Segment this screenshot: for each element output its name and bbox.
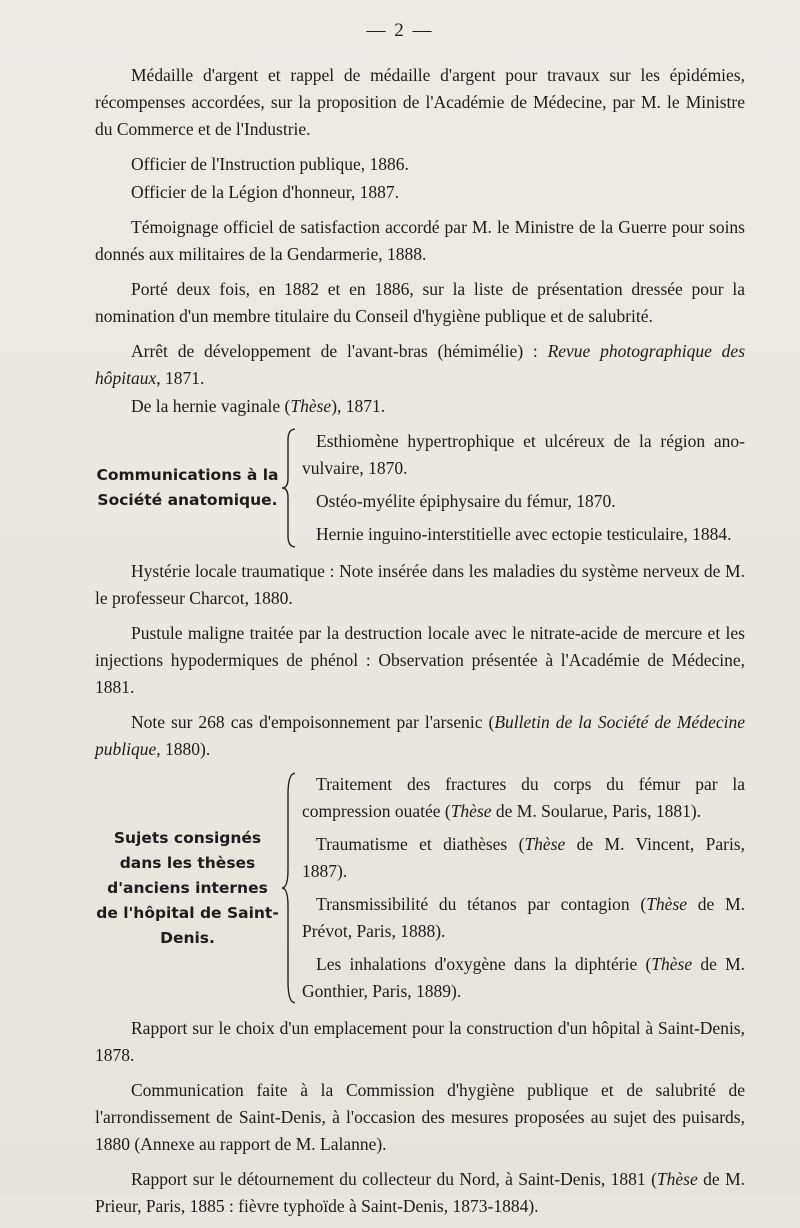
list-item: Transmissibilité du tétanos par contagion (Thèse de M. Prévot, Paris, 1888). xyxy=(302,894,746,941)
group-label: Sujets consignés dans les thèses d'anciens internes de l'hôpital de Saint-Denis. xyxy=(96,828,279,947)
group-theses xyxy=(95,771,745,1005)
page-number: — 2 — xyxy=(366,20,434,41)
paragraph-rapport-collecteur: Rapport sur le détournement du collecteur du Nord, à Saint-Denis, 1881 (Thèse de M. Prieur, Paris, 1885 : fièvre typhoïde à Saint-Denis, 1873-1884). xyxy=(95,1169,745,1216)
group-societe-anatomique xyxy=(95,428,745,548)
paragraph-hernie: De la hernie vaginale (Thèse), 1871. xyxy=(131,396,386,416)
brace-icon xyxy=(280,428,302,548)
list-item: Traumatisme et diathèses (Thèse de M. Vincent, Paris, 1887). xyxy=(302,834,745,881)
paragraph-communication: Communication faite à la Commission d'hygiène publique et de salubrité de l'arrondissement de Saint-Denis, à l'occasion des mesures proposées au sujet des puisards, 1880 (Annexe au rapport de M. Lalanne). xyxy=(95,1080,745,1154)
list-item: Hernie inguino-interstitielle avec ectopie testiculaire, 1884. xyxy=(316,524,732,544)
paragraph-officier-instruction: Officier de l'Instruction publique, 1886. xyxy=(131,154,409,174)
list-item: Traitement des fractures du corps du fémur par la compression ouatée (Thèse de M. Soularue, Paris, 1881). xyxy=(302,774,745,821)
list-item: Ostéo-myélite épiphysaire du fémur, 1870. xyxy=(316,491,616,511)
paragraph-rapport-emplacement: Rapport sur le choix d'un emplacement pour la construction d'un hôpital à Saint-Denis, 1878. xyxy=(95,1018,745,1065)
paragraph-temoignage: Témoignage officiel de satisfaction accordé par M. le Ministre de la Guerre pour soins donnés aux militaires de la Gendarmerie, 1888. xyxy=(95,217,745,264)
brace-icon xyxy=(280,771,302,1005)
paragraph-officier-legion: Officier de la Légion d'honneur, 1887. xyxy=(131,182,399,202)
group-label: Communications à la Société anatomique. xyxy=(96,466,279,509)
paragraph-note: Note sur 268 cas d'empoisonnement par l'arsenic (Bulletin de la Société de Médecine publique, 1880). xyxy=(95,712,745,759)
list-item: Les inhalations d'oxygène dans la diphtérie (Thèse de M. Gonthier, Paris, 1889). xyxy=(302,954,746,1001)
paragraph-porte: Porté deux fois, en 1882 et en 1886, sur la liste de présentation dressée pour la nomination d'un membre titulaire du Conseil d'hygiène publique et de salubrité. xyxy=(95,279,745,326)
list-item: Esthiomène hypertrophique et ulcéreux de la région ano-vulvaire, 1870. xyxy=(302,431,745,478)
paragraph-medaille: Médaille d'argent et rappel de médaille d'argent pour travaux sur les épidémies, récompenses accordées, sur la proposition de l'Académie de Médecine, par M. le Ministre du Commerce et de l'Industrie. xyxy=(95,65,745,139)
paragraph-arret: Arrêt de développement de l'avant-bras (hémimélie) : Revue photographique des hôpitaux, 1871. xyxy=(95,341,746,388)
paragraph-hysterie: Hystérie locale traumatique : Note insérée dans les maladies du système nerveux de M. le professeur Charcot, 1880. xyxy=(95,561,745,608)
paragraph-pustule: Pustule maligne traitée par la destruction locale avec le nitrate-acide de mercure et les injections hypodermiques de phénol : Observation présentée à l'Académie de Médecine, 1881. xyxy=(95,623,745,697)
page-body xyxy=(95,62,745,1228)
